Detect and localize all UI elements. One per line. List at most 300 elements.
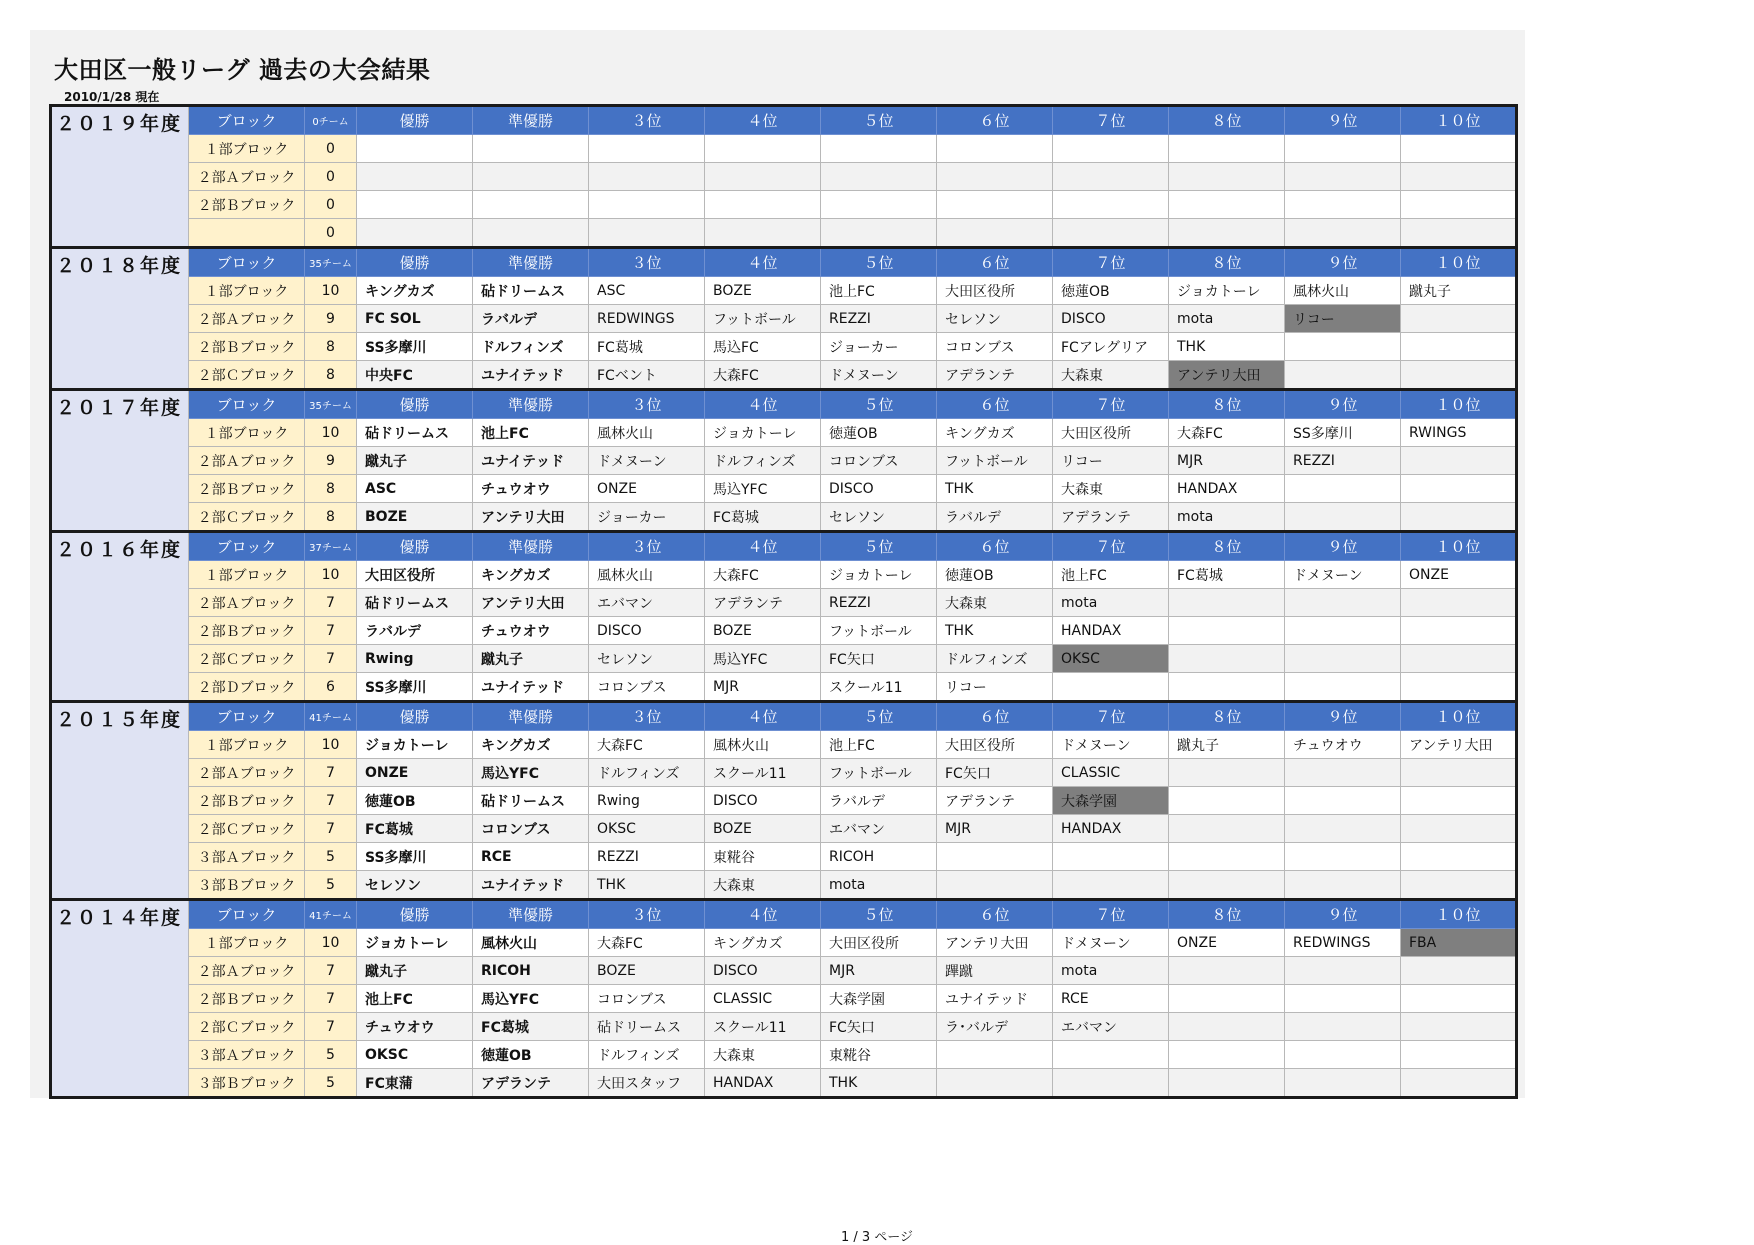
rank-header: 優勝 — [357, 900, 473, 929]
team-result-cell: 風林火山 — [473, 929, 589, 957]
team-result-cell — [473, 163, 589, 191]
team-result-cell — [705, 219, 821, 248]
team-result-cell — [1401, 759, 1517, 787]
team-result-cell: THK — [589, 871, 705, 900]
team-result-cell: 池上FC — [1053, 561, 1169, 589]
team-result-cell: ユナイテッド — [473, 673, 589, 702]
team-result-cell: ドルフィンズ — [589, 1041, 705, 1069]
team-result-cell: ドルフィンズ — [937, 645, 1053, 673]
rank-header: 準優勝 — [473, 106, 589, 135]
team-result-cell: キングカズ — [473, 731, 589, 759]
team-result-cell: 風林火山 — [589, 561, 705, 589]
team-result-cell — [1053, 1069, 1169, 1098]
team-result-cell — [1285, 333, 1401, 361]
team-result-cell — [1169, 219, 1285, 248]
team-result-cell — [937, 1069, 1053, 1098]
team-result-cell: DISCO — [589, 617, 705, 645]
team-result-cell: アンテリ大田 — [937, 929, 1053, 957]
team-count: 8 — [305, 475, 357, 503]
result-row — [51, 1069, 1517, 1098]
team-result-cell — [1401, 135, 1517, 163]
team-result-cell: 大森学園 — [821, 985, 937, 1013]
team-result-cell — [1285, 475, 1401, 503]
team-result-cell: 大田区役所 — [937, 731, 1053, 759]
team-result-cell — [1285, 985, 1401, 1013]
rank-header: ７位 — [1053, 248, 1169, 277]
team-result-cell — [357, 135, 473, 163]
team-result-cell: 馬込YFC — [473, 759, 589, 787]
rank-header: ８位 — [1169, 702, 1285, 731]
result-row — [51, 589, 1517, 617]
team-count-header: 0チーム — [305, 106, 357, 135]
team-result-cell: 東糀谷 — [705, 843, 821, 871]
team-result-cell — [1401, 333, 1517, 361]
team-result-cell: MJR — [1169, 447, 1285, 475]
block-name: ２部Ｂブロック — [189, 333, 305, 361]
block-name: １部ブロック — [189, 731, 305, 759]
rank-header: ５位 — [821, 390, 937, 419]
team-result-cell: FBA — [1401, 929, 1517, 957]
block-name — [189, 219, 305, 248]
rank-header: 優勝 — [357, 248, 473, 277]
result-row — [51, 561, 1517, 589]
block-name: ３部Ｂブロック — [189, 871, 305, 900]
result-row — [51, 361, 1517, 390]
team-count: 5 — [305, 843, 357, 871]
rank-header: １０位 — [1401, 390, 1517, 419]
team-result-cell: SS多摩川 — [357, 843, 473, 871]
team-result-cell — [1169, 871, 1285, 900]
rank-header: 優勝 — [357, 390, 473, 419]
team-result-cell: 砧ドリームス — [473, 277, 589, 305]
block-name: ２部Ａブロック — [189, 589, 305, 617]
team-result-cell: チュウオウ — [1285, 731, 1401, 759]
team-count: 10 — [305, 731, 357, 759]
rank-header: ５位 — [821, 532, 937, 561]
team-result-cell — [1169, 787, 1285, 815]
team-result-cell — [1169, 645, 1285, 673]
rank-header: ７位 — [1053, 532, 1169, 561]
team-result-cell: ジョカトーレ — [357, 731, 473, 759]
team-result-cell: 風林火山 — [1285, 277, 1401, 305]
rank-header: 優勝 — [357, 106, 473, 135]
team-result-cell: 池上FC — [821, 277, 937, 305]
team-result-cell — [705, 163, 821, 191]
rank-header: ９位 — [1285, 390, 1401, 419]
team-result-cell: CLASSIC — [1053, 759, 1169, 787]
team-result-cell: 徳蓮OB — [821, 419, 937, 447]
team-result-cell — [357, 163, 473, 191]
team-result-cell: ジョーカー — [821, 333, 937, 361]
team-result-cell: RICOH — [473, 957, 589, 985]
team-result-cell: ジョカトーレ — [357, 929, 473, 957]
team-count: 10 — [305, 277, 357, 305]
team-result-cell: ONZE — [357, 759, 473, 787]
result-row — [51, 645, 1517, 673]
team-result-cell: フットボール — [937, 447, 1053, 475]
team-result-cell: 風林火山 — [589, 419, 705, 447]
team-result-cell: 池上FC — [357, 985, 473, 1013]
rank-header: ５位 — [821, 900, 937, 929]
team-result-cell — [1169, 135, 1285, 163]
team-result-cell — [1169, 163, 1285, 191]
rank-header: ９位 — [1285, 900, 1401, 929]
result-row — [51, 135, 1517, 163]
team-result-cell: キングカズ — [705, 929, 821, 957]
team-result-cell — [1401, 815, 1517, 843]
team-result-cell: リコー — [937, 673, 1053, 702]
rank-header: ６位 — [937, 702, 1053, 731]
team-result-cell — [1285, 645, 1401, 673]
team-result-cell: HANDAX — [1169, 475, 1285, 503]
team-result-cell: アンテリ大田 — [473, 589, 589, 617]
team-result-cell — [1401, 617, 1517, 645]
team-result-cell: 徳蓮OB — [473, 1041, 589, 1069]
team-result-cell: 池上FC — [473, 419, 589, 447]
rank-header: 優勝 — [357, 702, 473, 731]
team-count: 7 — [305, 815, 357, 843]
block-column-header: ブロック — [189, 702, 305, 731]
team-result-cell: REDWINGS — [589, 305, 705, 333]
rank-header: ３位 — [589, 390, 705, 419]
block-name: ２部Ａブロック — [189, 305, 305, 333]
team-result-cell: ラ･バルデ — [937, 1013, 1053, 1041]
team-result-cell: ラバルデ — [357, 617, 473, 645]
team-result-cell: 中央FC — [357, 361, 473, 390]
team-result-cell: RCE — [1053, 985, 1169, 1013]
team-result-cell: THK — [1169, 333, 1285, 361]
team-result-cell — [589, 191, 705, 219]
team-count: 7 — [305, 645, 357, 673]
team-count: 8 — [305, 503, 357, 532]
team-result-cell: ラバルデ — [473, 305, 589, 333]
result-row — [51, 163, 1517, 191]
team-count: 7 — [305, 759, 357, 787]
team-result-cell: RICOH — [821, 843, 937, 871]
rank-header: ４位 — [705, 702, 821, 731]
team-result-cell: スクール11 — [821, 673, 937, 702]
team-result-cell: mota — [1053, 957, 1169, 985]
season-year: ２０１９年度 — [51, 106, 189, 248]
result-row — [51, 475, 1517, 503]
team-result-cell: フットボール — [821, 759, 937, 787]
team-count: 5 — [305, 871, 357, 900]
team-result-cell: 大森東 — [1053, 361, 1169, 390]
rank-header: ９位 — [1285, 702, 1401, 731]
team-result-cell: DISCO — [705, 957, 821, 985]
team-result-cell: mota — [1053, 589, 1169, 617]
team-result-cell: Rwing — [589, 787, 705, 815]
team-result-cell — [937, 219, 1053, 248]
rank-header: ８位 — [1169, 248, 1285, 277]
season-year: ２０１５年度 — [51, 702, 189, 900]
team-count-header: 41チーム — [305, 702, 357, 731]
block-column-header: ブロック — [189, 900, 305, 929]
team-result-cell: MJR — [821, 957, 937, 985]
team-result-cell: 砧ドリームス — [473, 787, 589, 815]
team-result-cell — [1285, 787, 1401, 815]
team-count: 10 — [305, 561, 357, 589]
team-result-cell: アデランテ — [473, 1069, 589, 1098]
team-count: 5 — [305, 1041, 357, 1069]
team-result-cell: 馬込YFC — [705, 645, 821, 673]
result-row — [51, 277, 1517, 305]
team-result-cell: ONZE — [1169, 929, 1285, 957]
team-result-cell: OKSC — [357, 1041, 473, 1069]
team-result-cell — [1169, 589, 1285, 617]
result-row — [51, 787, 1517, 815]
rank-header: 準優勝 — [473, 702, 589, 731]
team-result-cell — [1401, 1069, 1517, 1098]
team-result-cell: DISCO — [705, 787, 821, 815]
team-count: 10 — [305, 419, 357, 447]
team-result-cell: Rwing — [357, 645, 473, 673]
team-count: 7 — [305, 589, 357, 617]
block-name: ３部Ａブロック — [189, 843, 305, 871]
block-name: ２部Ｂブロック — [189, 787, 305, 815]
rank-header: ５位 — [821, 702, 937, 731]
team-result-cell: アデランテ — [937, 787, 1053, 815]
team-count: 0 — [305, 191, 357, 219]
block-name: １部ブロック — [189, 277, 305, 305]
team-result-cell — [1169, 191, 1285, 219]
team-result-cell — [1053, 673, 1169, 702]
team-result-cell: SS多摩川 — [1285, 419, 1401, 447]
team-result-cell: ONZE — [1401, 561, 1517, 589]
team-result-cell — [1285, 589, 1401, 617]
rank-header: ５位 — [821, 106, 937, 135]
team-result-cell — [1169, 673, 1285, 702]
team-result-cell: FC東蒲 — [357, 1069, 473, 1098]
team-result-cell: キングカズ — [357, 277, 473, 305]
team-result-cell — [1401, 1041, 1517, 1069]
team-result-cell: BOZE — [705, 617, 821, 645]
team-result-cell: MJR — [705, 673, 821, 702]
team-result-cell: アンテリ大田 — [473, 503, 589, 532]
team-result-cell: CLASSIC — [705, 985, 821, 1013]
team-result-cell: FC葛城 — [473, 1013, 589, 1041]
team-result-cell — [1169, 815, 1285, 843]
team-result-cell: セレソン — [937, 305, 1053, 333]
result-row — [51, 871, 1517, 900]
team-result-cell: ドメヌーン — [1053, 731, 1169, 759]
team-result-cell: リコー — [1053, 447, 1169, 475]
team-result-cell: 池上FC — [821, 731, 937, 759]
team-result-cell — [937, 163, 1053, 191]
team-result-cell: ラバルデ — [937, 503, 1053, 532]
team-result-cell — [937, 135, 1053, 163]
team-result-cell — [589, 135, 705, 163]
rank-header: ６位 — [937, 390, 1053, 419]
block-name: ３部Ｂブロック — [189, 1069, 305, 1098]
team-result-cell — [1285, 361, 1401, 390]
team-result-cell: 蹴丸子 — [357, 957, 473, 985]
team-result-cell: REZZI — [1285, 447, 1401, 475]
team-result-cell: 砧ドリームス — [357, 419, 473, 447]
rank-header: ８位 — [1169, 900, 1285, 929]
block-name: ２部Ｂブロック — [189, 985, 305, 1013]
team-result-cell: リコー — [1285, 305, 1401, 333]
team-result-cell: DISCO — [821, 475, 937, 503]
team-result-cell: セレソン — [821, 503, 937, 532]
team-result-cell: 大田区役所 — [821, 929, 937, 957]
team-result-cell — [821, 135, 937, 163]
result-row — [51, 957, 1517, 985]
team-result-cell: ジョカトーレ — [705, 419, 821, 447]
team-result-cell — [705, 135, 821, 163]
team-result-cell — [1401, 1013, 1517, 1041]
team-result-cell: キングカズ — [473, 561, 589, 589]
result-row — [51, 333, 1517, 361]
rank-header: 準優勝 — [473, 532, 589, 561]
block-name: ２部Ｂブロック — [189, 475, 305, 503]
block-name: ２部Ｃブロック — [189, 1013, 305, 1041]
team-count: 0 — [305, 163, 357, 191]
rank-header: １０位 — [1401, 702, 1517, 731]
team-result-cell — [589, 219, 705, 248]
team-result-cell — [1401, 645, 1517, 673]
team-result-cell: ONZE — [589, 475, 705, 503]
team-result-cell: BOZE — [705, 815, 821, 843]
team-result-cell: ドメヌーン — [589, 447, 705, 475]
result-row — [51, 419, 1517, 447]
season-year: ２０１８年度 — [51, 248, 189, 390]
team-result-cell: 大森東 — [1053, 475, 1169, 503]
season-header-row — [51, 532, 1517, 561]
team-result-cell — [473, 191, 589, 219]
rank-header: ３位 — [589, 106, 705, 135]
team-result-cell: FC矢口 — [821, 645, 937, 673]
team-result-cell: ユナイテッド — [473, 871, 589, 900]
team-result-cell: 風林火山 — [705, 731, 821, 759]
team-result-cell: コロンブス — [589, 985, 705, 1013]
result-row — [51, 447, 1517, 475]
rank-header: １０位 — [1401, 532, 1517, 561]
block-name: ２部Ｄブロック — [189, 673, 305, 702]
rank-header: ３位 — [589, 702, 705, 731]
team-result-cell: mota — [1169, 305, 1285, 333]
team-result-cell: 大森FC — [705, 361, 821, 390]
rank-header: ８位 — [1169, 106, 1285, 135]
rank-header: ６位 — [937, 248, 1053, 277]
rank-header: １０位 — [1401, 248, 1517, 277]
team-result-cell — [1401, 305, 1517, 333]
team-result-cell: アンテリ大田 — [1169, 361, 1285, 390]
season-header-row — [51, 900, 1517, 929]
block-name: １部ブロック — [189, 419, 305, 447]
team-result-cell: 東糀谷 — [821, 1041, 937, 1069]
rank-header: ７位 — [1053, 106, 1169, 135]
page-title: 大田区一般リーグ 過去の大会結果 — [54, 56, 431, 84]
team-result-cell: OKSC — [1053, 645, 1169, 673]
team-result-cell — [1285, 759, 1401, 787]
team-result-cell: コロンブス — [473, 815, 589, 843]
team-result-cell — [473, 219, 589, 248]
team-count: 7 — [305, 957, 357, 985]
team-result-cell: mota — [821, 871, 937, 900]
rank-header: ９位 — [1285, 248, 1401, 277]
team-result-cell: FCアレグリア — [1053, 333, 1169, 361]
team-result-cell: RCE — [473, 843, 589, 871]
rank-header: ９位 — [1285, 106, 1401, 135]
team-count: 7 — [305, 787, 357, 815]
team-result-cell: 大森東 — [937, 589, 1053, 617]
season-year: ２０１６年度 — [51, 532, 189, 702]
team-result-cell: ユナイテッド — [473, 361, 589, 390]
season-header-row — [51, 702, 1517, 731]
team-result-cell — [1169, 843, 1285, 871]
team-result-cell — [705, 191, 821, 219]
team-result-cell: ドルフィンズ — [705, 447, 821, 475]
rank-header: ６位 — [937, 106, 1053, 135]
team-result-cell: 大森FC — [589, 929, 705, 957]
rank-header: ９位 — [1285, 532, 1401, 561]
team-result-cell: BOZE — [589, 957, 705, 985]
team-result-cell: エバマン — [821, 815, 937, 843]
team-result-cell: 大田区役所 — [937, 277, 1053, 305]
rank-header: ６位 — [937, 532, 1053, 561]
team-result-cell — [1169, 759, 1285, 787]
team-result-cell: ドメヌーン — [821, 361, 937, 390]
team-result-cell — [1401, 219, 1517, 248]
team-result-cell — [1285, 163, 1401, 191]
team-result-cell: ジョカトーレ — [821, 561, 937, 589]
team-result-cell: コロンブス — [821, 447, 937, 475]
rank-header: １０位 — [1401, 900, 1517, 929]
team-result-cell — [1401, 191, 1517, 219]
team-count: 7 — [305, 1013, 357, 1041]
team-result-cell: 大森FC — [705, 561, 821, 589]
result-row — [51, 219, 1517, 248]
team-result-cell — [1401, 503, 1517, 532]
team-result-cell: ユナイテッド — [937, 985, 1053, 1013]
team-result-cell — [357, 191, 473, 219]
team-result-cell — [1053, 219, 1169, 248]
team-result-cell — [1401, 475, 1517, 503]
team-result-cell — [1401, 985, 1517, 1013]
team-result-cell: コロンブス — [937, 333, 1053, 361]
rank-header: ８位 — [1169, 532, 1285, 561]
team-result-cell: FC葛城 — [589, 333, 705, 361]
team-result-cell: 馬込FC — [705, 333, 821, 361]
team-result-cell: 大森学園 — [1053, 787, 1169, 815]
rank-header: ８位 — [1169, 390, 1285, 419]
rank-header: ４位 — [705, 900, 821, 929]
team-result-cell: 大田スタッフ — [589, 1069, 705, 1098]
rank-header: ７位 — [1053, 900, 1169, 929]
team-result-cell — [1285, 219, 1401, 248]
team-result-cell: 大森FC — [1169, 419, 1285, 447]
team-count: 5 — [305, 1069, 357, 1098]
team-result-cell: DISCO — [1053, 305, 1169, 333]
team-result-cell — [1401, 787, 1517, 815]
block-name: １部ブロック — [189, 929, 305, 957]
team-result-cell: REZZI — [821, 305, 937, 333]
team-result-cell: エバマン — [1053, 1013, 1169, 1041]
rank-header: 優勝 — [357, 532, 473, 561]
team-count: 9 — [305, 447, 357, 475]
team-result-cell — [937, 843, 1053, 871]
block-name: ２部Ａブロック — [189, 447, 305, 475]
team-result-cell — [1169, 957, 1285, 985]
team-result-cell — [1401, 673, 1517, 702]
team-result-cell — [1401, 447, 1517, 475]
rank-header: 準優勝 — [473, 390, 589, 419]
rank-header: ３位 — [589, 900, 705, 929]
team-result-cell: FC葛城 — [705, 503, 821, 532]
team-result-cell — [1285, 1041, 1401, 1069]
team-result-cell — [1285, 957, 1401, 985]
